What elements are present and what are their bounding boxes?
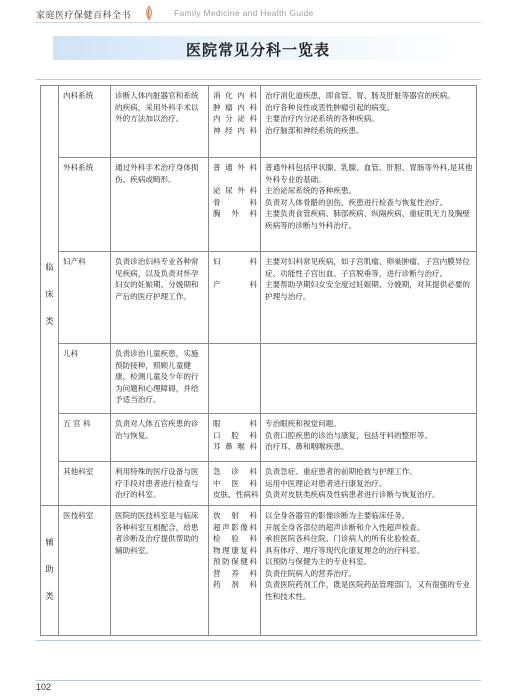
category-label-char: 助 (45, 565, 54, 575)
table-row (41, 506, 477, 636)
subdepartment-cell (209, 158, 261, 252)
department-cell (59, 462, 111, 506)
department-description: 诊断人体内脏器官和系统的疾病，采用外科手术以外的方法加以治疗。 (111, 86, 209, 158)
responsibility-text: 主要治疗内分泌系统的各种疾病。 (265, 114, 379, 123)
subdepartment-name: 营 养 科 (213, 568, 257, 578)
responsibility-text: 主治泌尿系统的各种疾患。 (265, 186, 357, 195)
department-description: 医院的医技科室是与临床各种科室互相配合，给患者诊断及治疗提供帮助的辅助科室。 (111, 506, 209, 636)
category-cell (41, 86, 59, 506)
book-logo-icon (140, 5, 158, 21)
responsibility-text: 负责急症、重症患者的前期抢救与护理工作。 (265, 467, 417, 476)
subdepartment-name: 胸 外 科 (213, 209, 257, 218)
table-row (41, 344, 477, 414)
responsibility-cell (261, 158, 477, 252)
department-description: 通过外科手术治疗身体损伤、疾病或畸形。 (111, 158, 209, 252)
subdepartment-cell (209, 506, 261, 636)
subdepartment-cell (209, 344, 261, 414)
department-description: 负责诊治妇科专业各种常见疾病，以及负责对怀孕妇女的妊娠期、分娩期和产后的医疗护理工作。 (111, 252, 209, 344)
subdepartment-name: 急 诊 科 (213, 467, 257, 476)
category-label-char: 床 (45, 290, 54, 300)
responsibility-text: 负责对人体骨骼的创伤、疾患进行检查与恢复性治疗。 (265, 197, 448, 207)
table-bottom-rule (36, 640, 481, 641)
department-description: 负责诊治儿童疾患，实施预防接种，照顾儿童健康，检测儿童及少年的行为问题和心理障碍，并给予适当治疗。 (111, 344, 209, 414)
subdepartment-name: 肿瘤内科 (213, 102, 257, 112)
category-label-char: 类 (45, 592, 54, 602)
table-row (41, 252, 477, 344)
subdepartment-name: 物理康复科 (213, 545, 257, 555)
responsibility-text: 专治眼疾和视觉问题。 (265, 419, 341, 428)
department-name: 五 官 科 (63, 419, 91, 428)
subdepartment-name: 口 腔 科 (213, 430, 257, 440)
title-banner (53, 36, 463, 60)
responsibility-text: 负责医院药剂工作，既是医院药品管理部门，又有很强的专业性和技术性。 (265, 580, 471, 601)
responsibility-text: 治疗各种良性或恶性肿瘤引起的病变。 (265, 102, 395, 112)
responsibility-cell (261, 252, 477, 344)
responsibility-text: 以预防与保健为主的专业科室。 (265, 557, 372, 566)
responsibility-cell (261, 506, 477, 636)
table-row (41, 462, 477, 506)
subdepartment-name: 骨 科 (213, 197, 257, 207)
responsibility-text: 负责住院病人的营养治疗。 (265, 568, 357, 578)
responsibility-text: 以全身各器官的影像诊断为主要临床任务。 (265, 511, 410, 520)
responsibility-text: 主要负责食管疾病、肺部疾病、纵隔疾病、重症肌无力及胸壁疾病等的诊断与外科治疗。 (265, 209, 471, 230)
category-label-char: 类 (45, 317, 54, 327)
table-row (41, 414, 477, 462)
department-cell (59, 506, 111, 636)
subdepartment-name: 放 射 科 (213, 511, 257, 520)
category-label-char: 临 (45, 263, 54, 273)
department-cell (59, 86, 111, 158)
subdepartment-name: 中 医 科 (213, 478, 257, 488)
subdepartment-name: 眼 科 (213, 419, 257, 428)
responsibility-text: 开展全身各部位的超声诊断和介入性超声检查。 (265, 522, 425, 532)
responsibility-text: 负责口腔疾患的诊治与康复，包括牙科的整形等。 (265, 430, 433, 440)
subdepartment-name: 超声影像科 (213, 522, 257, 532)
department-name: 其他科室 (63, 467, 94, 476)
responsibility-text: 普通外科包括甲状腺、乳腺、血管、肝胆、胃肠等外科,是其他外科专业的基础。 (265, 163, 473, 184)
department-cell (59, 344, 111, 414)
page-header (0, 0, 516, 26)
subdepartment-name (213, 268, 257, 280)
subdepartment-cell (209, 86, 261, 158)
footer-divider (36, 680, 481, 681)
responsibility-text: 主要帮助孕期妇女安全度过妊娠期、分娩期，对其提供必要的护理与治疗。 (265, 280, 471, 301)
department-cell (59, 252, 111, 344)
department-name: 妇产科 (63, 257, 86, 266)
subdepartment-name: 普通外科 (213, 163, 257, 172)
department-description: 负责对人体五官疾患的诊治与恢复。 (111, 414, 209, 462)
responsibility-text: 负责对皮肤类疾病及性病患者进行诊断与恢复治疗。 (265, 490, 440, 499)
department-name: 内科系统 (63, 91, 94, 100)
department-table (40, 85, 477, 636)
subdepartment-cell (209, 414, 261, 462)
subdepartment-name (213, 174, 257, 186)
responsibility-text: 主要对妇科常见疾病，如子宫肌瘤、卵巢肿瘤、子宫内膜异位症、功能性子宫出血、子宫脱垂等，进行诊断与治疗。 (265, 257, 471, 278)
subdepartment-cell (209, 252, 261, 344)
subdepartment-name: 检 验 科 (213, 534, 257, 543)
subdepartment-name: 泌尿外科 (213, 186, 257, 195)
subdepartment-name: 皮肤、性病科 (213, 490, 259, 499)
book-title: 家庭医疗保健百科全书 (36, 11, 132, 21)
table-top-rule (36, 79, 481, 80)
responsibility-text: 承担医院各科住院、门诊病人的所有化验检查。 (265, 534, 425, 543)
responsibility-text: 运用中医理论对患者进行康复治疗。 (265, 478, 387, 488)
department-cell (59, 158, 111, 252)
subdepartment-name: 耳鼻喉科 (213, 442, 257, 451)
department-name: 医技科室 (63, 511, 94, 520)
subdepartment-name: 消化内科 (213, 91, 257, 100)
responsibility-text: 治疗脑部和神经系统的疾患。 (265, 125, 364, 135)
category-label-char: 辅 (45, 538, 54, 548)
subdepartment-name: 内分泌科 (213, 114, 257, 123)
department-name: 儿科 (63, 349, 79, 358)
subdepartment-name: 预防保健科 (213, 557, 257, 566)
responsibility-text: 具有体疗、理疗等现代化康复理念的治疗科室。 (265, 545, 425, 555)
responsibility-cell (261, 462, 477, 506)
responsibility-cell (261, 344, 477, 414)
subdepartment-cell (209, 462, 261, 506)
responsibility-cell (261, 414, 477, 462)
subdepartment-name: 产 科 (213, 280, 257, 289)
page-title: 医院常见分科一览表 (185, 41, 330, 59)
responsibility-cell (261, 86, 477, 158)
subdepartment-name: 药 剂 科 (213, 580, 257, 589)
responsibility-text: 治疗消化道疾患，即食管、胃、肠及肝脏等器官的疾病。 (265, 91, 455, 100)
subdepartment-name: 神经内科 (213, 125, 257, 135)
subdepartment-name: 妇 科 (213, 257, 257, 266)
department-description: 利用特殊的医疗设备与医疗手段对患者进行检查与治疗的科室。 (111, 462, 209, 506)
english-title: Family Medicine and Health Guide (174, 8, 314, 18)
category-cell (41, 506, 59, 636)
table-row (41, 86, 477, 158)
table-row (41, 158, 477, 252)
responsibility-text: 治疗耳、鼻和咽喉疾患。 (265, 442, 349, 451)
header-divider (36, 22, 481, 23)
page-number: 102 (36, 682, 52, 692)
department-name: 外科系统 (63, 163, 94, 172)
department-cell (59, 414, 111, 462)
